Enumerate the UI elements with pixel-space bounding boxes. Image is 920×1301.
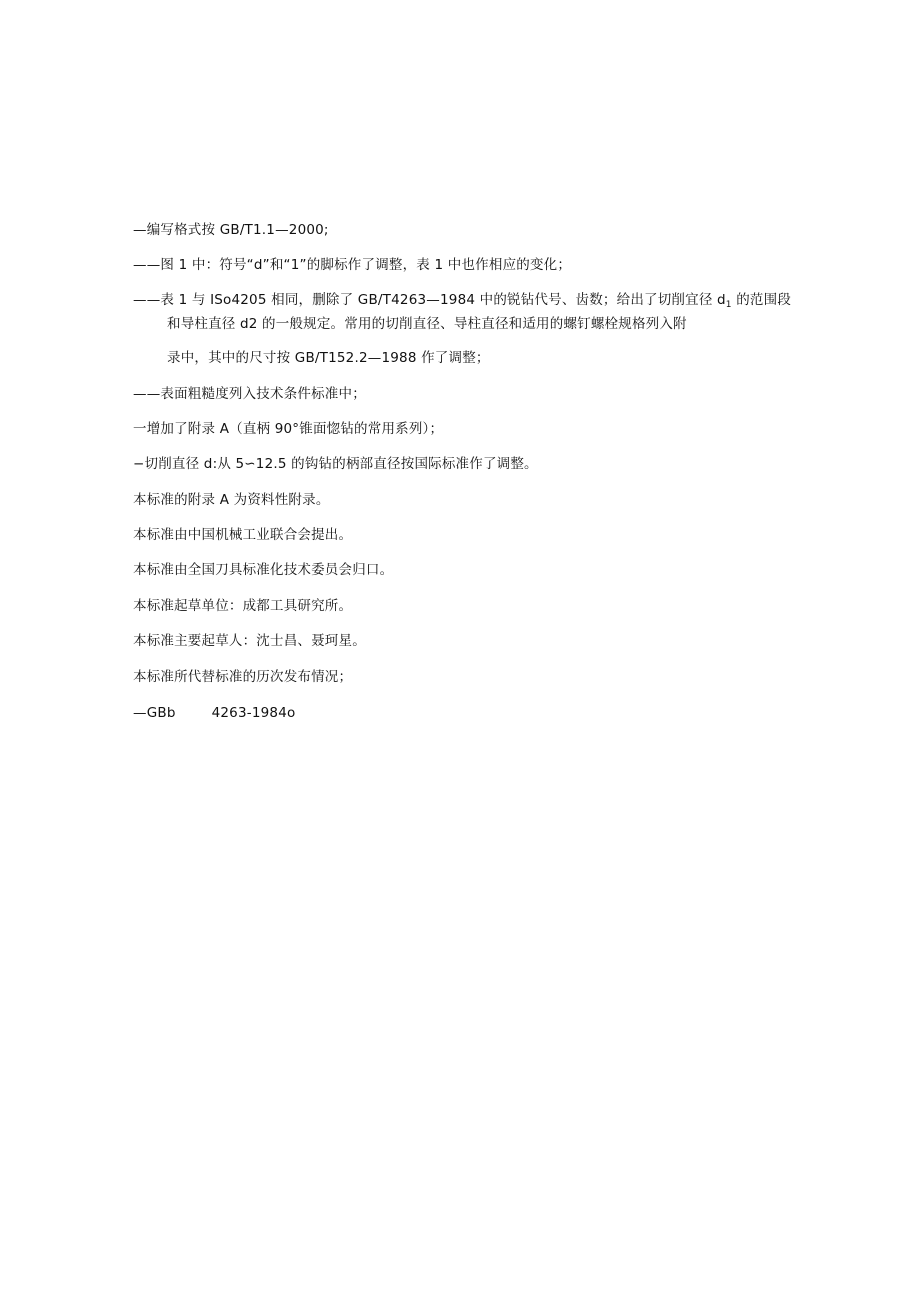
change-item-cutting-diameter: −切削直径 d:从 5∽12.5 的钩钻的柄部直径按国际标准作了调整。	[133, 456, 538, 472]
history-item: —GBb 4263-1984o	[133, 705, 296, 721]
change-item-appendix-a: 一增加了附录 A（直柄 90°锥面惚钻的常用系列）；	[133, 421, 444, 437]
change-item-format: —编写格式按 GB/T1.1—2000;	[133, 222, 329, 238]
statement-under-jurisdiction: 本标准由全国刀具标准化技术委员会归口。	[133, 562, 394, 578]
statement-history: 本标准所代替标准的历次发布情况；	[133, 669, 353, 685]
statement-appendix: 本标准的附录 A 为资料性附录。	[133, 492, 330, 508]
statement-drafting-unit: 本标准起草单位：成都工具研究所。	[133, 598, 353, 614]
change-item-table1-continued: 和导柱直径 d2 的一般规定。常用的切削直径、导柱直径和适用的螺钉螺栓规格列入附	[167, 316, 687, 332]
change-item-figure1: ——图 1 中：符号“d”和“1”的脚标作了调整，表 1 中也作相应的变化；	[133, 257, 572, 273]
statement-proposed-by: 本标准由中国机械工业联合会提出。	[133, 527, 353, 543]
change-item-table1-continued-2: 录中，其中的尺寸按 GB/T152.2—1988 作了调整；	[167, 350, 490, 366]
change-item-roughness: ——表面粗糙度列入技术条件标准中；	[133, 386, 366, 402]
subscript-1: 1	[725, 300, 732, 310]
change-item-table1: ——表 1 与 ISo4205 相同，删除了 GB/T4263—1984 中的锐钻代号、齿数；给出了切削宜径 $d_1$ 的范围段	[133, 292, 792, 310]
statement-drafters: 本标准主要起草人：沈士昌、聂珂星。	[133, 633, 366, 649]
